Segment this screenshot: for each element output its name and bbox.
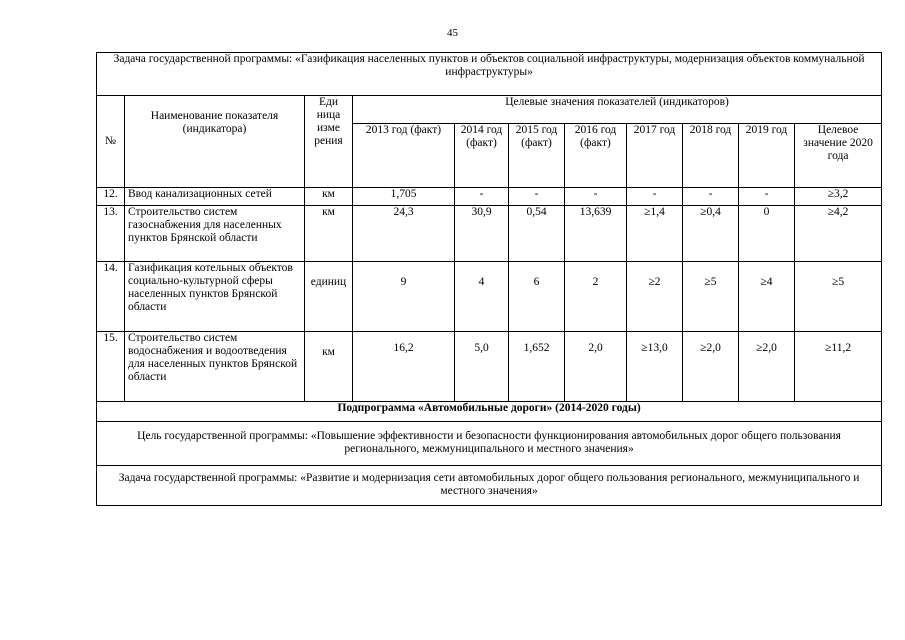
header-year: Целевое значение 2020 года [795, 124, 882, 188]
row-value: 2,0 [565, 332, 627, 402]
header-year: 2017 год [627, 124, 683, 188]
row-value: ≥2 [627, 262, 683, 332]
row-value: ≥11,2 [795, 332, 882, 402]
row-value: - [683, 188, 739, 206]
row-value: - [565, 188, 627, 206]
row-num: 15. [97, 332, 125, 402]
row-num: 14. [97, 262, 125, 332]
header-year: 2018 год [683, 124, 739, 188]
row-value: 30,9 [455, 206, 509, 262]
row-value: ≥1,4 [627, 206, 683, 262]
row-value: 6 [509, 262, 565, 332]
row-name: Строительство систем газоснабжения для населенных пунктов Брянской области [125, 206, 305, 262]
row-value: ≥4 [739, 262, 795, 332]
header-num: № [97, 96, 125, 188]
row-name: Строительство систем водоснабжения и водоотведения для населенных пунктов Брянской области [125, 332, 305, 402]
row-value: 4 [455, 262, 509, 332]
row-unit: единиц [305, 262, 353, 332]
row-value: ≥2,0 [739, 332, 795, 402]
row-value: - [739, 188, 795, 206]
row-value: 1,652 [509, 332, 565, 402]
table-row [97, 206, 882, 262]
row-value: - [627, 188, 683, 206]
table-row [97, 262, 882, 332]
row-value: ≥3,2 [795, 188, 882, 206]
row-value: 13,639 [565, 206, 627, 262]
row-value: ≥13,0 [627, 332, 683, 402]
row-num: 13. [97, 206, 125, 262]
row-unit: км [305, 332, 353, 402]
indicators-table [96, 52, 882, 506]
header-year: 2013 год (факт) [353, 124, 455, 188]
header-target-group: Целевые значения показателей (индикаторов) [353, 96, 882, 124]
row-value: - [509, 188, 565, 206]
header-year: 2015 год (факт) [509, 124, 565, 188]
goal-heading: Цель государственной программы: «Повышение эффективности и безопасности функционирования автомобильных дорог общего пользования регионального, межмуниципального и местного значения» [97, 422, 882, 466]
header-year: 2019 год [739, 124, 795, 188]
row-value: ≥5 [795, 262, 882, 332]
header-name: Наименование показателя (индикатора) [125, 96, 305, 188]
header-unit: Еди ница изме рения [305, 96, 353, 188]
row-name: Газификация котельных объектов социально-культурной сферы населенных пунктов Брянской области [125, 262, 305, 332]
row-value: ≥5 [683, 262, 739, 332]
row-value: 16,2 [353, 332, 455, 402]
row-value: 9 [353, 262, 455, 332]
row-value: 0,54 [509, 206, 565, 262]
row-value: ≥2,0 [683, 332, 739, 402]
task-heading: Задача государственной программы: «Газификация населенных пунктов и объектов социальной инфраструктуры, модернизация объектов коммунальной инфраструктуры» [97, 53, 882, 96]
row-value: ≥0,4 [683, 206, 739, 262]
row-value: 1,705 [353, 188, 455, 206]
row-name: Ввод канализационных сетей [125, 188, 305, 206]
row-unit: км [305, 188, 353, 206]
header-year: 2016 год (факт) [565, 124, 627, 188]
table-row [97, 332, 882, 402]
table-row [97, 188, 882, 206]
header-year: 2014 год (факт) [455, 124, 509, 188]
row-value: - [455, 188, 509, 206]
row-value: 2 [565, 262, 627, 332]
row-value: 0 [739, 206, 795, 262]
row-value: 5,0 [455, 332, 509, 402]
page-number: 45 [447, 27, 458, 39]
row-value: ≥4,2 [795, 206, 882, 262]
task-heading-2: Задача государственной программы: «Развитие и модернизация сети автомобильных дорог общего пользования регионального, межмуниципального и местного значения» [97, 466, 882, 506]
row-unit: км [305, 206, 353, 262]
subprogram-heading: Подпрограмма «Автомобильные дороги» (2014-2020 годы) [97, 402, 882, 422]
row-num: 12. [97, 188, 125, 206]
row-value: 24,3 [353, 206, 455, 262]
